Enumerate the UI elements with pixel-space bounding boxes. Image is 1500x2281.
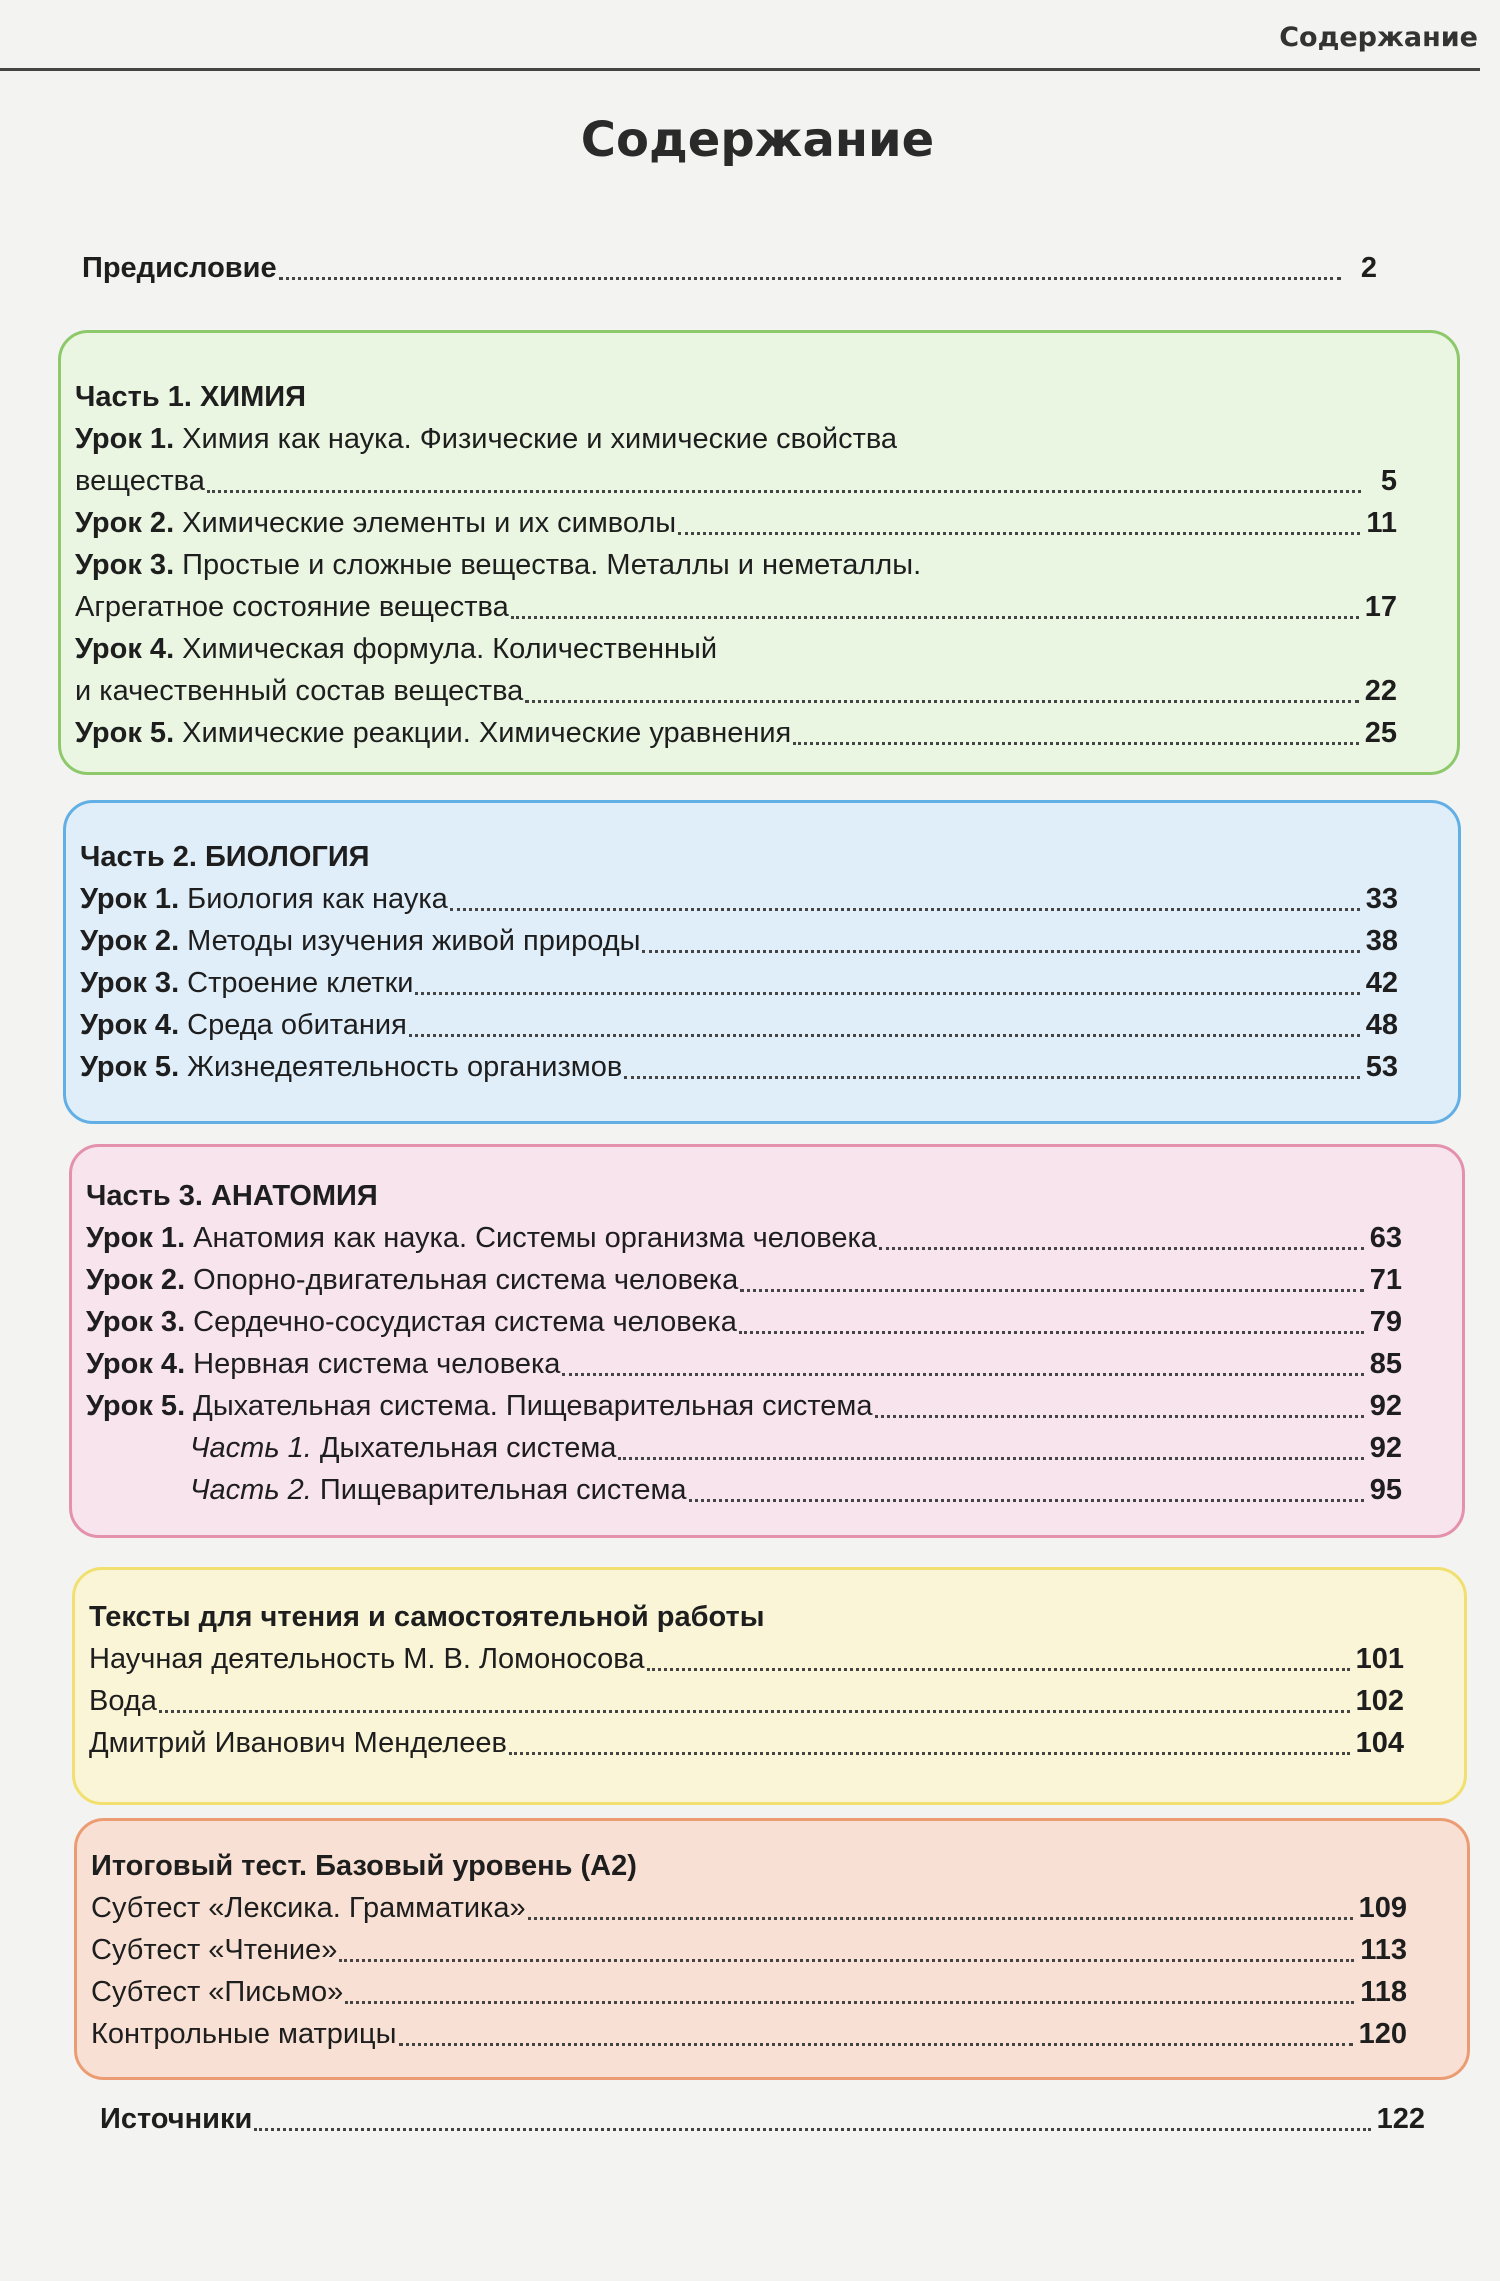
page-number: 95 bbox=[1369, 1474, 1402, 1506]
page-number: 38 bbox=[1365, 925, 1398, 957]
entry-label-cont: и качественный состав вещества bbox=[75, 675, 524, 707]
lesson-number: Урок 3. bbox=[86, 1306, 186, 1338]
toc-entry-lesson-1[interactable] bbox=[80, 878, 1398, 920]
entry-label: Пищеварительная система bbox=[311, 1474, 687, 1506]
toc-entry-sources[interactable] bbox=[100, 2098, 1425, 2140]
dot-leader bbox=[511, 616, 1359, 619]
page-number: 42 bbox=[1365, 967, 1398, 999]
subpart-number: Часть 2. bbox=[190, 1474, 312, 1506]
page-number: 53 bbox=[1365, 1051, 1398, 1083]
entry-label: Источники bbox=[100, 2103, 253, 2135]
dot-leader bbox=[624, 1076, 1359, 1079]
toc-entry-lesson-1[interactable] bbox=[75, 418, 1397, 502]
lesson-number: Урок 4. bbox=[86, 1348, 186, 1380]
entry-label: Методы изучения живой природы bbox=[179, 925, 641, 957]
section-chemistry bbox=[58, 330, 1460, 775]
toc-entry-lesson-5[interactable] bbox=[80, 1046, 1398, 1088]
dot-leader bbox=[879, 1247, 1364, 1250]
toc-entry-preface[interactable] bbox=[82, 247, 1377, 289]
dot-leader bbox=[740, 1289, 1363, 1292]
dot-leader bbox=[525, 700, 1358, 703]
dot-leader bbox=[254, 2128, 1370, 2131]
lesson-number: Урок 1. bbox=[75, 423, 175, 455]
section-reading-texts bbox=[72, 1567, 1467, 1805]
section-biology bbox=[63, 800, 1461, 1124]
page-number: 71 bbox=[1369, 1264, 1402, 1296]
lesson-number: Урок 2. bbox=[80, 925, 180, 957]
dot-leader bbox=[339, 1959, 1354, 1962]
entry-label: Анатомия как наука. Системы организма человека bbox=[185, 1222, 877, 1254]
page-number: 25 bbox=[1364, 717, 1397, 749]
section-title: Часть 1. ХИМИЯ bbox=[75, 381, 306, 413]
page-number: 92 bbox=[1369, 1432, 1402, 1464]
entry-label: Субтест «Лексика. Грамматика» bbox=[91, 1892, 526, 1924]
dot-leader bbox=[159, 1710, 1350, 1713]
dot-leader bbox=[509, 1752, 1350, 1755]
lesson-number: Урок 1. bbox=[80, 883, 180, 915]
toc-entry-lesson-4[interactable] bbox=[80, 1004, 1398, 1046]
running-head: Содержание bbox=[1279, 22, 1478, 53]
dot-leader bbox=[793, 742, 1358, 745]
toc-entry-subpart-2[interactable] bbox=[86, 1469, 1402, 1511]
toc-entry[interactable] bbox=[89, 1680, 1404, 1722]
toc-entry[interactable] bbox=[89, 1638, 1404, 1680]
lesson-number: Урок 2. bbox=[86, 1264, 186, 1296]
entry-label: Опорно-двигательная система человека bbox=[185, 1264, 739, 1296]
entry-label: Строение клетки bbox=[179, 967, 414, 999]
toc-entry-lesson-5[interactable] bbox=[86, 1385, 1402, 1427]
page-number: 101 bbox=[1355, 1643, 1404, 1675]
page-number: 92 bbox=[1369, 1390, 1402, 1422]
page-number: 48 bbox=[1365, 1009, 1398, 1041]
entry-label: Субтест «Письмо» bbox=[91, 1976, 344, 2008]
section-title: Часть 2. БИОЛОГИЯ bbox=[80, 841, 370, 873]
toc-entry-lesson-2[interactable] bbox=[80, 920, 1398, 962]
page-number: 104 bbox=[1355, 1727, 1404, 1759]
dot-leader bbox=[409, 1034, 1360, 1037]
page-number: 63 bbox=[1369, 1222, 1402, 1254]
page-number: 22 bbox=[1364, 675, 1397, 707]
header-rule bbox=[0, 68, 1480, 71]
entry-label: Жизнедеятельность организмов bbox=[179, 1051, 623, 1083]
entry-label: Вода bbox=[89, 1685, 157, 1717]
toc-entry-lesson-3[interactable] bbox=[86, 1301, 1402, 1343]
toc-entry-lesson-3[interactable] bbox=[75, 544, 1397, 628]
toc-entry[interactable] bbox=[91, 1929, 1407, 1971]
page-number: 2 bbox=[1360, 252, 1377, 284]
dot-leader bbox=[678, 532, 1360, 535]
page-number: 109 bbox=[1358, 1892, 1407, 1924]
dot-leader bbox=[345, 2001, 1354, 2004]
dot-leader bbox=[642, 950, 1359, 953]
page-number: 11 bbox=[1366, 507, 1397, 539]
dot-leader bbox=[450, 908, 1360, 911]
dot-leader bbox=[279, 277, 1341, 280]
entry-label: Субтест «Чтение» bbox=[91, 1934, 338, 1966]
lesson-number: Урок 5. bbox=[75, 717, 175, 749]
entry-label: Биология как наука bbox=[179, 883, 448, 915]
entry-label: Химические реакции. Химические уравнения bbox=[174, 717, 792, 749]
entry-label: Контрольные матрицы bbox=[91, 2018, 397, 2050]
entry-label: Научная деятельность М. В. Ломоносова bbox=[89, 1643, 645, 1675]
toc-entry-lesson-1[interactable] bbox=[86, 1217, 1402, 1259]
lesson-number: Урок 5. bbox=[80, 1051, 180, 1083]
dot-leader bbox=[399, 2043, 1353, 2046]
lesson-number: Урок 5. bbox=[86, 1390, 186, 1422]
entry-label: Дмитрий Иванович Менделеев bbox=[89, 1727, 507, 1759]
toc-entry-subpart-1[interactable] bbox=[86, 1427, 1402, 1469]
lesson-number: Урок 2. bbox=[75, 507, 175, 539]
entry-label: Нервная система человека bbox=[185, 1348, 561, 1380]
section-anatomy bbox=[69, 1144, 1465, 1538]
toc-entry-lesson-5[interactable] bbox=[75, 712, 1397, 754]
page-title: Содержание bbox=[580, 112, 935, 168]
lesson-number: Урок 1. bbox=[86, 1222, 186, 1254]
page-number: 113 bbox=[1360, 1934, 1407, 1966]
entry-label-cont: вещества bbox=[75, 465, 205, 497]
page-number: 102 bbox=[1355, 1685, 1404, 1717]
page-number: 5 bbox=[1380, 465, 1397, 497]
dot-leader bbox=[562, 1373, 1363, 1376]
entry-label: Химические элементы и их символы bbox=[174, 507, 677, 539]
entry-label: Дыхательная система. Пищеварительная система bbox=[185, 1390, 873, 1422]
subpart-number: Часть 1. bbox=[190, 1432, 312, 1464]
dot-leader bbox=[207, 490, 1361, 493]
entry-label: Дыхательная система bbox=[311, 1432, 617, 1464]
page-number: 118 bbox=[1360, 1976, 1407, 2008]
toc-entry[interactable] bbox=[91, 1971, 1407, 2013]
dot-leader bbox=[875, 1415, 1364, 1418]
dot-leader bbox=[415, 992, 1359, 995]
entry-label: Химия как наука. Физические и химические свойства bbox=[174, 423, 898, 455]
toc-entry-lesson-4[interactable] bbox=[86, 1343, 1402, 1385]
lesson-number: Урок 3. bbox=[75, 549, 175, 581]
page-number: 33 bbox=[1365, 883, 1398, 915]
section-title: Тексты для чтения и самостоятельной работы bbox=[89, 1601, 765, 1633]
entry-label: Химическая формула. Количественный bbox=[174, 633, 718, 665]
toc-entry-lesson-2[interactable] bbox=[75, 502, 1397, 544]
page-number: 79 bbox=[1369, 1306, 1402, 1338]
entry-label: Простые и сложные вещества. Металлы и неметаллы. bbox=[174, 549, 922, 581]
entry-label: Сердечно-сосудистая система человека bbox=[185, 1306, 737, 1338]
dot-leader bbox=[689, 1499, 1364, 1502]
page-number: 17 bbox=[1364, 591, 1397, 623]
lesson-number: Урок 3. bbox=[80, 967, 180, 999]
section-title: Итоговый тест. Базовый уровень (А2) bbox=[91, 1850, 637, 1882]
page-number: 120 bbox=[1358, 2018, 1407, 2050]
section-final-test bbox=[74, 1818, 1470, 2080]
entry-label: Среда обитания bbox=[179, 1009, 407, 1041]
entry-label-cont: Агрегатное состояние вещества bbox=[75, 591, 509, 623]
page-number: 85 bbox=[1369, 1348, 1402, 1380]
toc-entry[interactable] bbox=[91, 1887, 1407, 1929]
toc-entry[interactable] bbox=[91, 2013, 1407, 2055]
dot-leader bbox=[618, 1457, 1363, 1460]
section-title: Часть 3. АНАТОМИЯ bbox=[86, 1180, 378, 1212]
dot-leader bbox=[528, 1917, 1353, 1920]
page-number: 122 bbox=[1376, 2103, 1425, 2135]
dot-leader bbox=[739, 1331, 1364, 1334]
toc-entry-lesson-3[interactable] bbox=[80, 962, 1398, 1004]
toc-entry-lesson-2[interactable] bbox=[86, 1259, 1402, 1301]
lesson-number: Урок 4. bbox=[75, 633, 175, 665]
lesson-number: Урок 4. bbox=[80, 1009, 180, 1041]
toc-entry[interactable] bbox=[89, 1722, 1404, 1764]
dot-leader bbox=[647, 1668, 1350, 1671]
toc-entry-lesson-4[interactable] bbox=[75, 628, 1397, 712]
entry-label: Предисловие bbox=[82, 252, 277, 284]
